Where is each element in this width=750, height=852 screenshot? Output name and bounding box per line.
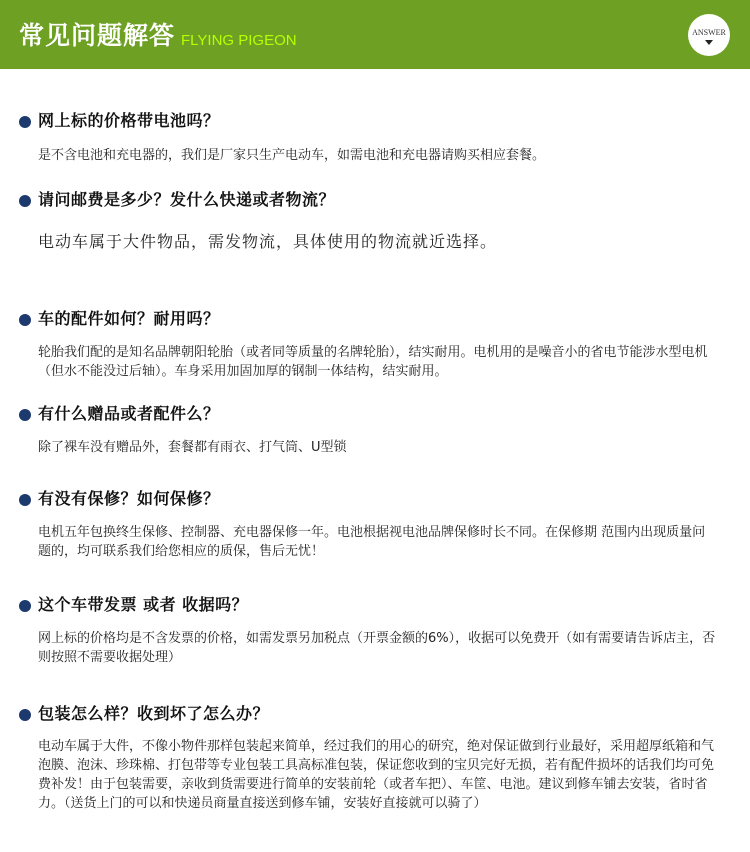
faq-answer: 除了裸车没有赠品外，套餐都有雨衣、打气筒、U型锁 (38, 440, 347, 455)
faq-answer: 电机五年包换终生保修、控制器、充电器保修一年。电池根据视电池品牌保修时长不同。在保修期 范围内出现质量问题的，均可联系我们给您相应的质保，售后无忧！ (38, 525, 706, 559)
brand-subtitle: FLYING PIGEON (181, 32, 297, 49)
answer-badge (688, 14, 730, 56)
bullet-icon (19, 409, 31, 421)
bullet-icon (19, 494, 31, 506)
faq-answer: 电动车属于大件物品，需发物流，具体使用的物流就近选择。 (38, 232, 498, 251)
faq-question: 网上标的价格带电池吗？ (38, 111, 220, 130)
bullet-icon (19, 709, 31, 721)
faq-answer: 电动车属于大件，不像小物件那样包装起来简单，经过我们的用心的研究，绝对保证做到行业最好，采用超厚纸箱和气泡膜、泡沫、珍珠棉、打包带等专业包装工具高标准包装，保证您收到的宝贝完好无损，若有配件损坏的话我们均可免费补发！由于包装需要，亲收到货需要进行简单的安装前轮（或者车把）、车筐、电池。建议到修车铺去安装，省时省力。（送货上门的可以和快递员商量直接送到修车铺，安装好直接就可以骑了） (38, 739, 715, 811)
faq-question: 有什么赠品或者配件么？ (38, 404, 220, 423)
answer-badge-label: ANSWER (692, 28, 726, 37)
faq-question: 车的配件如何？耐用吗？ (38, 309, 220, 328)
chevron-down-icon (705, 40, 713, 45)
page-title: 常见问题解答 (19, 21, 176, 50)
bullet-icon (19, 116, 31, 128)
faq-answer: 轮胎我们配的是知名品牌朝阳轮胎（或者同等质量的名牌轮胎），结实耐用。电机用的是噪音小的省电节能涉水型电机（但水不能没过后轴）。车身采用加固加厚的钢制一体结构，结实耐用。 (38, 345, 708, 379)
bullet-icon (19, 195, 31, 207)
faq-answer: 网上标的价格均是不含发票的价格，如需发票另加税点（开票金额的6%），收据可以免费开（如有需要请告诉店主，否则按照不需要收据处理） (38, 631, 716, 665)
header-banner (0, 0, 750, 69)
faq-answer: 是不含电池和充电器的，我们是厂家只生产电动车，如需电池和充电器请购买相应套餐。 (38, 148, 546, 163)
faq-question: 包装怎么样？收到坏了怎么办？ (38, 704, 270, 723)
bullet-icon (19, 314, 31, 326)
faq-question: 请问邮费是多少？发什么快递或者物流？ (38, 190, 336, 209)
bullet-icon (19, 600, 31, 612)
faq-question: 这个车带发票 或者 收据吗？ (38, 595, 249, 614)
faq-question: 有没有保修？如何保修？ (38, 489, 220, 508)
